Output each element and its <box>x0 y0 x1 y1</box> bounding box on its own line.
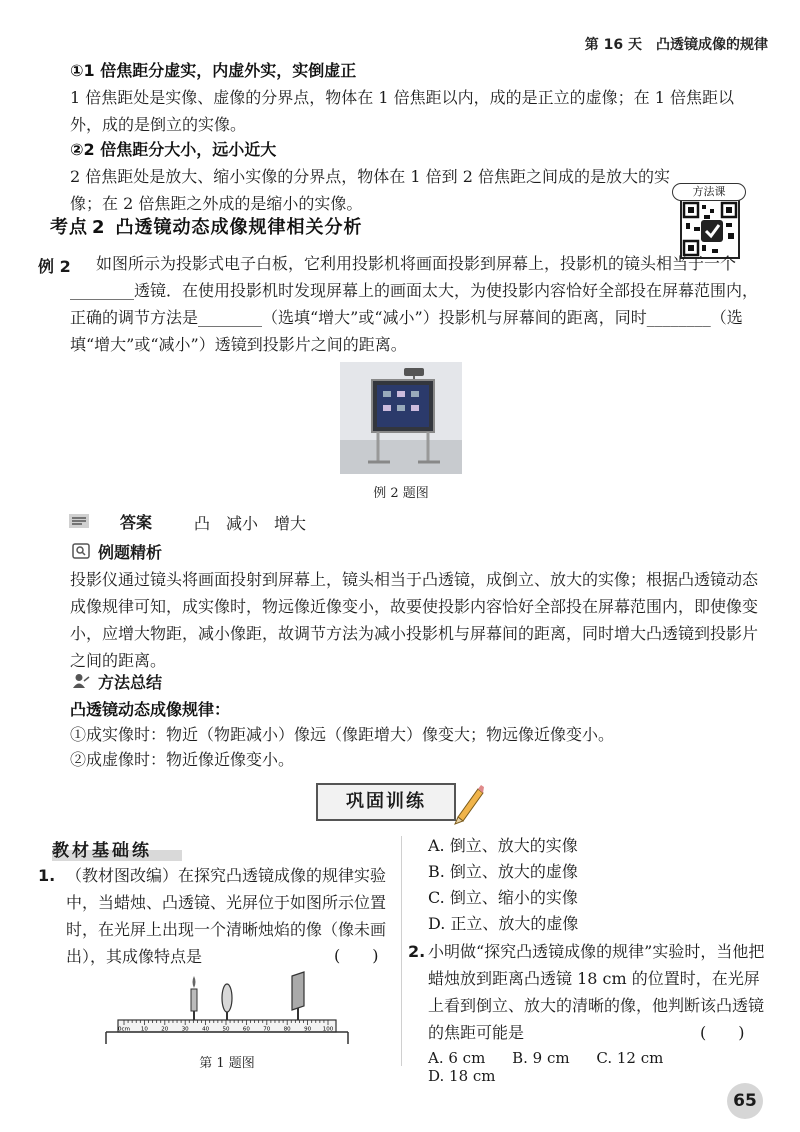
question1-option-d[interactable]: D. 正立、放大的虚像 <box>428 914 579 933</box>
question1-number: 1. <box>38 866 56 885</box>
question2-option-a[interactable]: A. 6 cm <box>428 1049 486 1067</box>
method-rule1: ①成实像时：物近（物距减小）像远（像距增大）像变大；物远像近像变小。 <box>70 725 615 744</box>
ruler-tick-label: 70 <box>263 1026 271 1033</box>
analysis-text: 投影仪通过镜头将画面投射到屏幕上，镜头相当于凸透镜，成倒立、放大的实像；根据凸透镜动态成像规律可知，成实像时，物远像近像变小，故要使投影内容恰好全部投在屏幕范围内，即使像变小，应增大物距，减小像距，故调节方法为减小投影机与屏幕间的距离，同时增大凸透镜到投影片之间的距离。 <box>70 570 759 670</box>
method-rule2: ②成虚像时：物近像近像变小。 <box>70 750 295 769</box>
question2-option-d[interactable]: D. 18 cm <box>428 1067 496 1085</box>
textbook-basics-heading: 教材基础练 <box>52 836 182 861</box>
answer-row <box>68 510 368 532</box>
training-banner <box>316 781 484 825</box>
ruler-tick-label: 40 <box>202 1026 210 1033</box>
ruler-tick-label: 20 <box>161 1026 169 1033</box>
question1-option-b[interactable]: B. 倒立、放大的虚像 <box>428 862 578 881</box>
method-title: 方法总结 <box>98 673 163 692</box>
question1-option-c[interactable]: C. 倒立、缩小的实像 <box>428 888 578 907</box>
point1-heading: ①1 倍焦距分虚实，内虚外实，实倒虚正 <box>70 61 357 80</box>
ruler-tick-label: 60 <box>242 1026 250 1033</box>
banner-text: 巩固训练 <box>346 791 426 812</box>
question2-options <box>428 1049 768 1085</box>
analysis-title: 例题精析 <box>98 543 163 562</box>
column-divider <box>401 836 402 1066</box>
ruler-tick-label: 0cm <box>118 1026 130 1033</box>
question1-options <box>428 833 578 937</box>
question2-text: 小明做“探究凸透镜成像的规律”实验时，当他把蜡烛放到距离凸透镜 18 cm 的位置时，在光屏上看到倒立、放大的清晰的像，他判断该凸透镜的焦距可能是 <box>428 942 765 1042</box>
question2-answer-blank[interactable]: ( ) <box>700 1023 745 1042</box>
point2-text: 2 倍焦距处是放大、缩小实像的分界点，物体在 1 倍到 2 倍焦距之间成的是放大的实像；在 2 倍焦距之外成的是缩小的实像。 <box>70 167 670 213</box>
example2-body: 如图所示为投影式电子白板，它利用投影机将画面投影到屏幕上，投影机的镜头相当于一个________透镜．在使用投影机时发现屏幕上的画面太大，为使投影内容恰好全部投在屏幕范围内，正确的调节方法是________（选填“增大”或“减小”）投影机与屏幕间的距离，同时________（选填“增大”或“减小”）透镜到投影片之间的距离。 <box>70 254 759 354</box>
optical-bench-diagram <box>102 962 352 1047</box>
ruler-tick-label: 90 <box>304 1026 312 1033</box>
question2-option-c[interactable]: C. 12 cm <box>596 1049 664 1067</box>
question2-number: 2. <box>408 942 426 961</box>
question1-text: （教材图改编）在探究凸透镜成像的规律实验中，当蜡烛、凸透镜、光屏位于如图所示位置时，在光屏上出现一个清晰烛焰的像（像未画出），其成像特点是 <box>66 866 387 966</box>
page-number: 65 <box>727 1083 763 1119</box>
example2-figure-caption: 例 2 题图 <box>373 486 429 501</box>
section-heading <box>50 213 363 239</box>
method-heading: 凸透镜动态成像规律： <box>70 700 231 719</box>
ruler-tick-label: 10 <box>140 1026 148 1033</box>
section-label: 考点 <box>50 217 88 238</box>
example-label: 例 2 <box>38 257 71 276</box>
answer-icon <box>68 513 90 529</box>
ruler-tick-label: 30 <box>181 1026 189 1033</box>
whiteboard-photo <box>340 362 462 474</box>
answer-title: 答案 <box>120 513 153 532</box>
pencil-icon <box>450 781 484 825</box>
point2-heading: ②2 倍焦距分大小，远小近大 <box>70 140 277 159</box>
answer-values: 凸 减小 增大 <box>194 514 307 533</box>
question1-answer-blank[interactable]: ( ) <box>334 946 379 965</box>
magnifier-icon <box>72 543 90 559</box>
qr-label: 方法课 <box>672 183 746 201</box>
ruler-tick-label: 80 <box>283 1026 291 1033</box>
ruler-tick-label: 50 <box>222 1026 230 1033</box>
ruler-tick-label: 100 <box>322 1026 334 1033</box>
question1-option-a[interactable]: A. 倒立、放大的实像 <box>428 836 578 855</box>
section-number: 2 <box>92 217 106 238</box>
question1-figure-caption: 第 1 题图 <box>199 1056 255 1071</box>
person-icon <box>72 673 90 689</box>
question2-option-b[interactable]: B. 9 cm <box>512 1049 570 1067</box>
section-title-text: 凸透镜动态成像规律相关分析 <box>115 217 363 238</box>
point1-text: 1 倍焦距处是实像、虚像的分界点，物体在 1 倍焦距以内，成的是正立的虚像；在 1 倍焦距以外，成的是倒立的实像。 <box>70 88 734 134</box>
running-header: 第 16 天 凸透镜成像的规律 <box>584 37 768 53</box>
